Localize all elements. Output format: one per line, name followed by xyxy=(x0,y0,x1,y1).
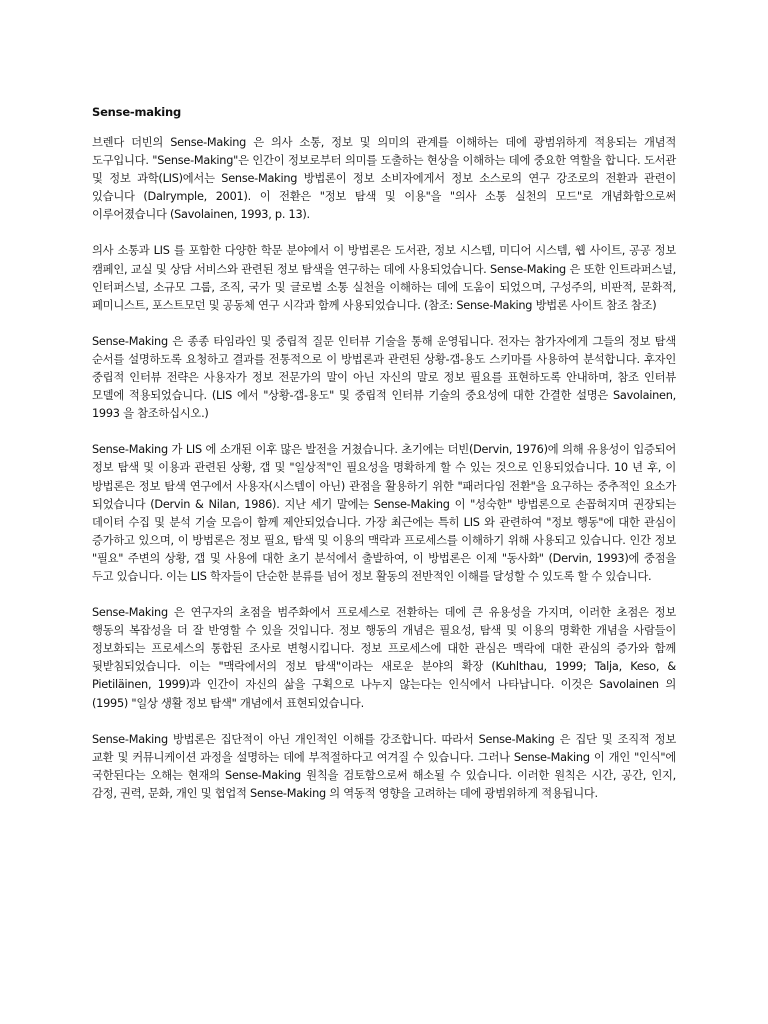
document-page xyxy=(92,103,676,821)
paragraph-6: Sense-Making 방법론은 집단적이 아닌 개인적인 이해를 강조합니다. 따라서 Sense-Making 은 집단 및 조직적 정보 교환 및 커뮤니케이션 과정을 설명하는 데에 부적절하다고 여겨질 수 있습니다. 그러나 Sense-Making 이 개인 "인식"에 국한된다는 오해는 현재의 Sense-Making 원칙을 검토함으로써 해소될 수 있습니다. 이러한 원칙은 시간, 공간, 인지, 감정, 권력, 문화, 개인 및 협업적 Sense-Making 의 역동적 영향을 고려하는 데에 광범위하게 적용됩니다. xyxy=(92,732,676,800)
document-title: Sense-making xyxy=(92,105,182,119)
paragraph-5: Sense-Making 은 연구자의 초점을 범주화에서 프로세스로 전환하는 데에 큰 유용성을 가지며, 이러한 초점은 정보 행동의 복잡성을 더 잘 반영할 수 있을 것입니다. 정보 행동의 개념은 필요성, 탐색 및 이용의 명확한 개념을 사람들이 정보화되는 프로세스의 통합된 조사로 변형시킵니다. 정보 프로세스에 대한 관심은 맥락에 대한 관심의 증가와 함께 뒷받침되었습니다. 이는 "맥락에서의 정보 탐색"이라는 새로운 분야의 확장 (Kuhlthau, 1999; Talja, Keso, & Pietiläinen, 1999)과 인간이 자신의 삶을 구획으로 나누지 않는다는 인식에서 나타납니다. 이것은 Savolainen 의 (1995) "일상 생활 정보 탐색" 개념에서 표현되었습니다. xyxy=(92,606,676,710)
paragraph-3: Sense-Making 은 종종 타임라인 및 중립적 질문 인터뷰 기술을 통해 운영됩니다. 전자는 참가자에게 그들의 정보 탐색 순서를 설명하도록 요청하고 결과를 전통적으로 이 방법론과 관련된 상황-갭-용도 스키마를 사용하여 분석합니다. 후자인 중립적 인터뷰 전략은 사용자가 정보 전문가의 말이 아닌 자신의 말로 정보 필요를 표현하도록 안내하며, 참조 인터뷰 모델에 적용되었습니다. (LIS 에서 "상황-갭-용도" 및 중립적 인터뷰 기술의 중요성에 대한 간결한 설명은 Savolainen, 1993 을 참조하십시오.) xyxy=(92,334,676,421)
paragraph-1: 브렌다 더빈의 Sense-Making 은 의사 소통, 정보 및 의미의 관계를 이해하는 데에 광범위하게 적용되는 개념적 도구입니다. "Sense-Making"은 인간이 정보로부터 의미를 도출하는 현상을 이해하는 데에 중요한 역할을 합니다. 도서관 및 정보 과학(LIS)에서는 Sense-Making 방법론이 정보 소비자에게서 정보 소스로의 연구 강조로의 전환과 관련이 있습니다 (Dalrymple, 2001). 이 전환은 "정보 탐색 및 이용"을 "의사 소통 실천의 모드"로 개념화함으로써 이루어졌습니다 (Savolainen, 1993, p. 13). xyxy=(92,136,676,222)
paragraph-4: Sense-Making 가 LIS 에 소개된 이후 많은 발전을 거쳤습니다. 초기에는 더빈(Dervin, 1976)에 의해 유용성이 입증되어 정보 탐색 및 이용과 관련된 상황, 갭 및 "일상적"인 필요성을 명확하게 할 수 있는 것으로 인용되었습니다. 10 년 후, 이 방법론은 정보 탐색 연구에서 사용자(시스템이 아닌) 관점을 활용하기 위한 "패러다임 전환"을 요구하는 중추적인 요소가 되었습니다 (Dervin & Nilan, 1986). 지난 세기 말에는 Sense-Making 이 "성숙한" 방법론으로 손꼽혀지며 권장되는 데이터 수집 및 분석 기술 모음이 함께 제안되었습니다. 가장 최근에는 특히 LIS 와 관련하여 "정보 행동"에 대한 관심이 증가하고 있으며, 이 방법론은 정보 필요, 탐색 및 이용의 맥락과 프로세스를 이해하기 위해 사용되고 있습니다. 인간 정보 "필요" 주변의 상황, 갭 및 사용에 대한 초기 분석에서 출발하여, 이 방법론은 이제 "동사화" (Dervin, 1993)에 중점을 두고 있습니다. 이는 LIS 학자들이 단순한 분류를 넘어 정보 활동의 전반적인 이해를 달성할 수 있도록 할 수 있습니다. xyxy=(92,443,676,583)
paragraph-2: 의사 소통과 LIS 를 포함한 다양한 학문 분야에서 이 방법론은 도서관, 정보 시스템, 미디어 시스템, 웹 사이트, 공공 정보 캠페인, 교실 및 상담 서비스와 관련된 정보 탐색을 연구하는 데에 사용되었습니다. Sense-Making 은 또한 인트라퍼스널, 인터퍼스널, 소규모 그룹, 조직, 국가 및 글로벌 소통 실천을 이해하는 데에 도움이 되었으며, 구성주의, 비판적, 문화적, 페미니스트, 포스트모던 및 공동체 연구 시각과 함께 사용되었습니다. (참조: Sense-Making 방법론 사이트 참조 참조) xyxy=(92,244,676,312)
